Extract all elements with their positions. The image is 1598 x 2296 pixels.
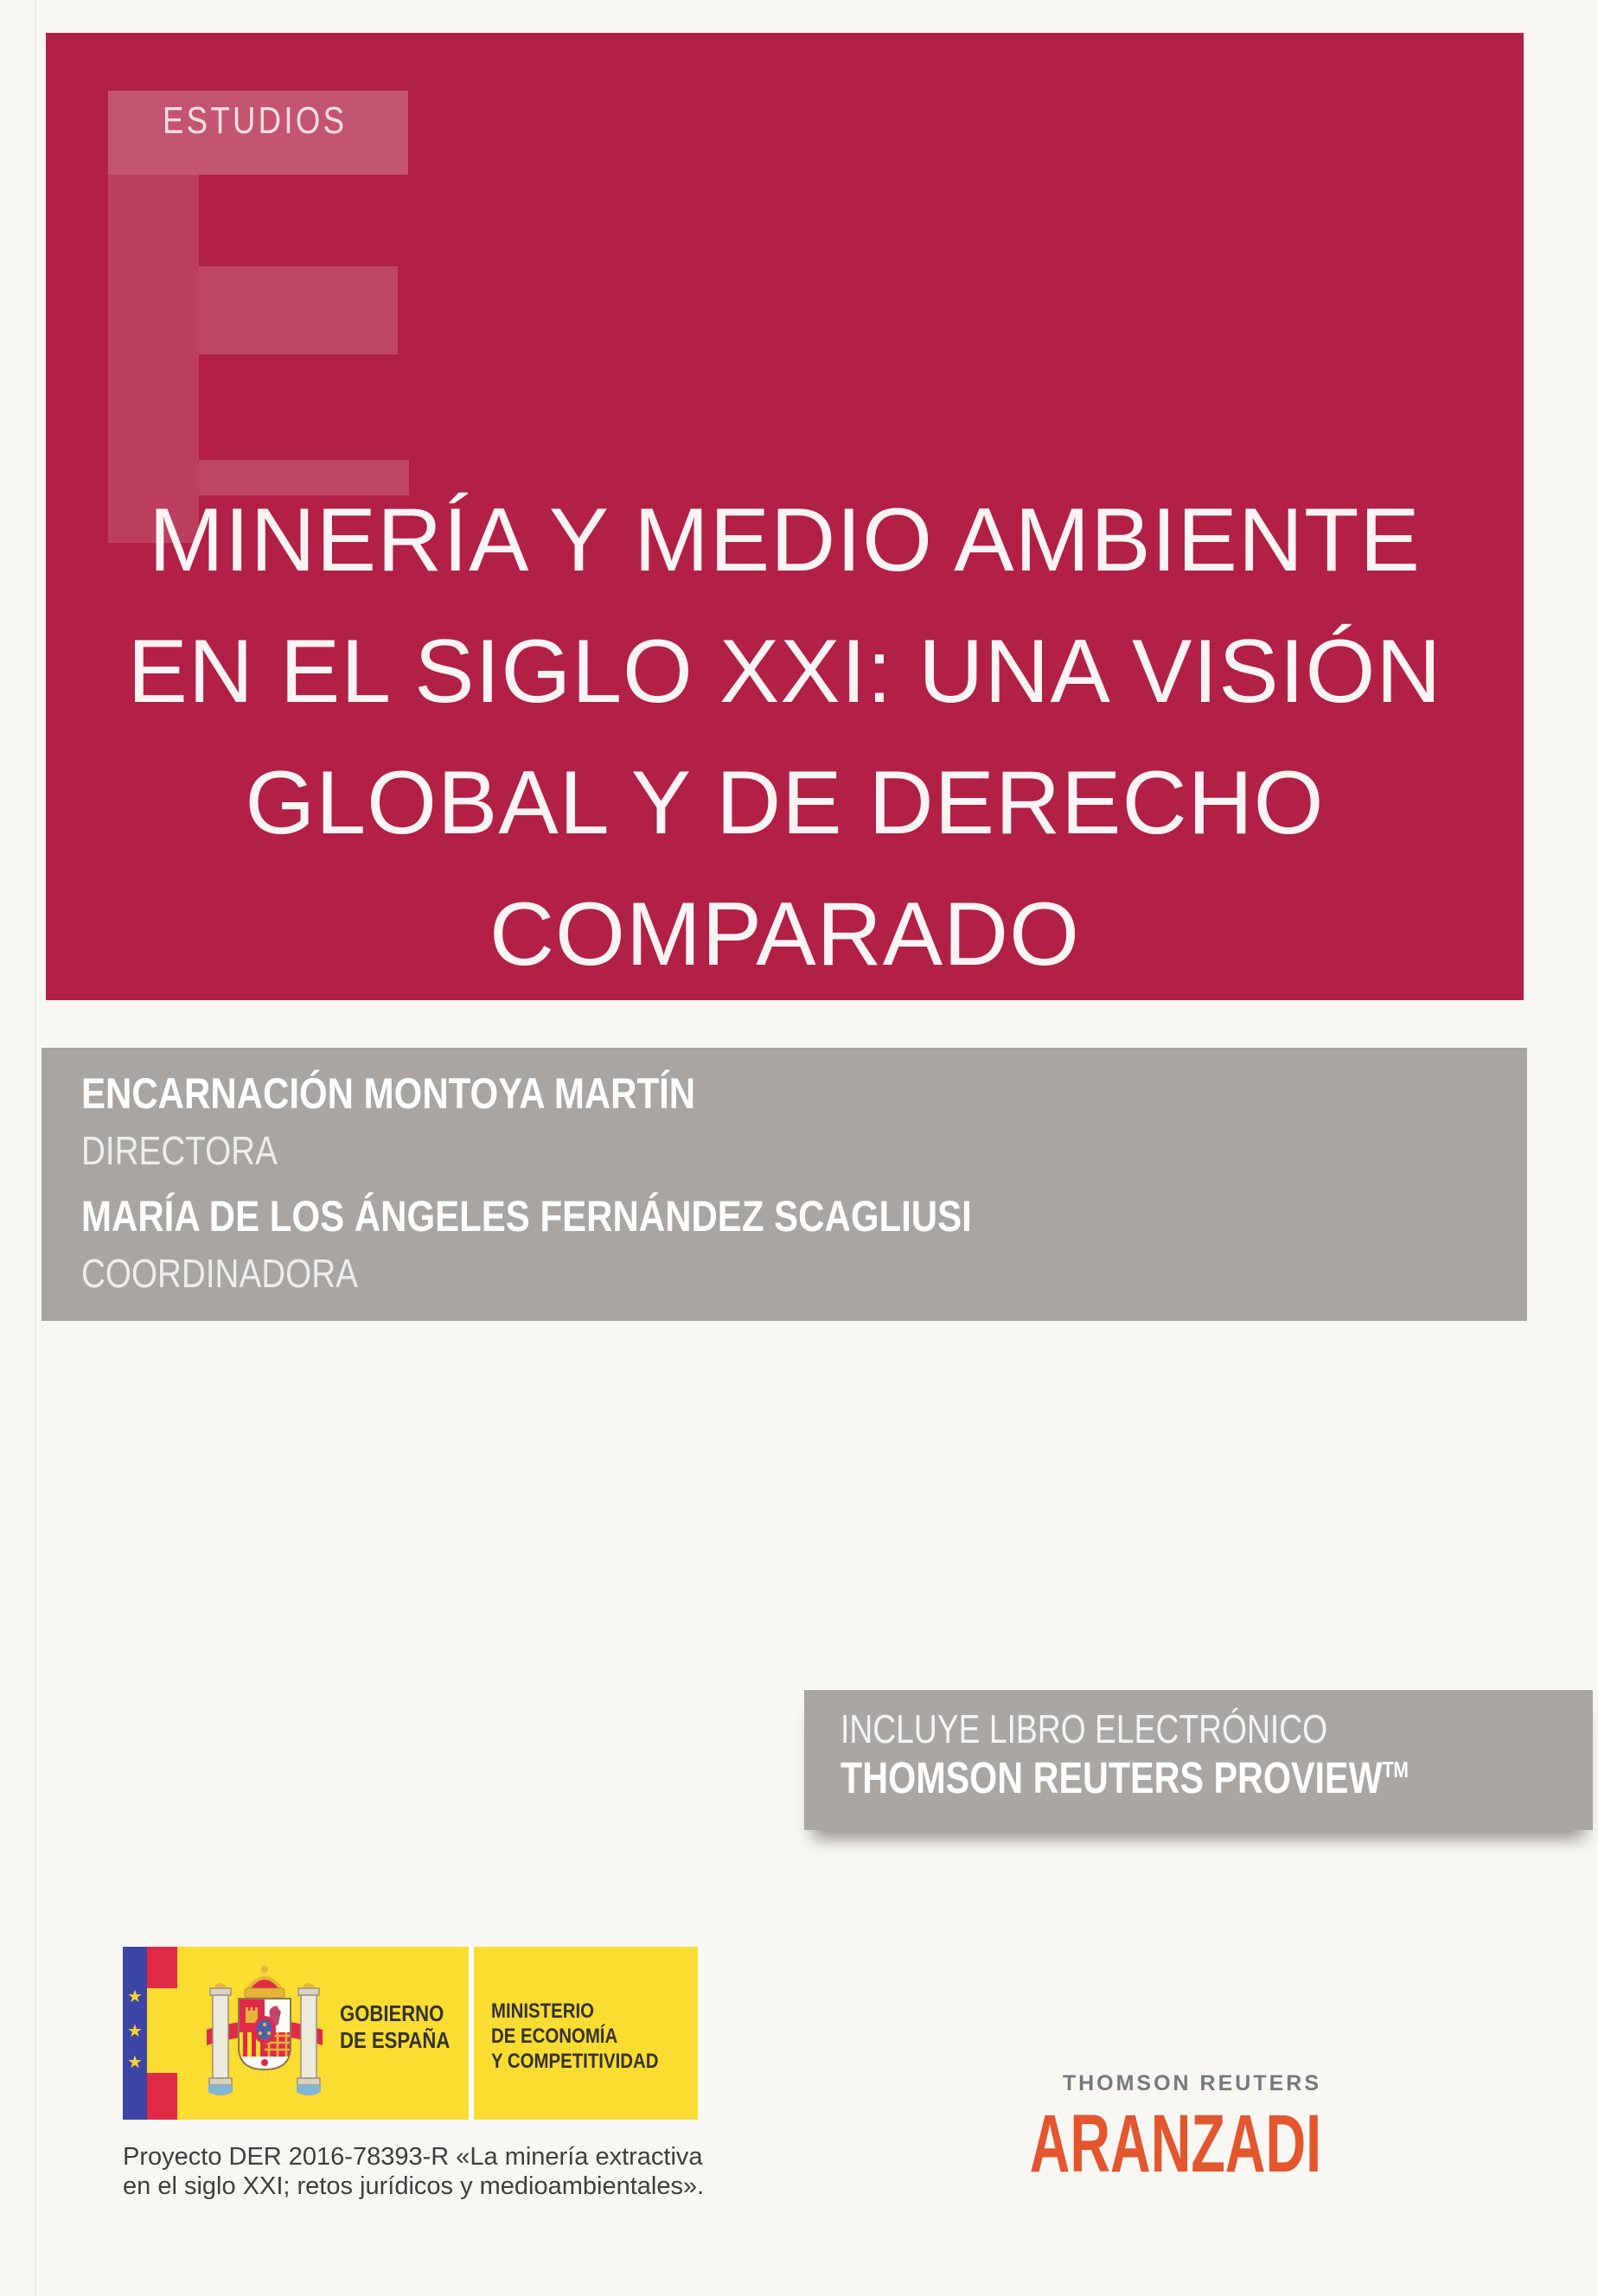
title-line-4: COMPARADO [489,883,1081,985]
spain-coat-of-arms-icon [200,1962,329,2104]
author-name: MARÍA DE LOS ÁNGELES FERNÁNDEZ SCAGLIUSI [81,1192,972,1240]
title-line-2: EN EL SIGLO XXI: UNA VISIÓN [127,621,1442,722]
title-line [46,475,1524,606]
author-name: ENCARNACIÓN MONTOYA MARTÍN [81,1069,696,1118]
title-line-1: MINERÍA Y MEDIO AMBIENTE [149,489,1421,590]
aranzadi-wordmark: ARANZADI [1029,2098,1321,2190]
cover-banner [46,33,1524,1000]
government-logo [123,1947,698,2120]
project-note [123,2142,704,2201]
gobierno-text: GOBIERNO DE ESPAÑA [340,2000,451,2053]
eu-star-icon: ★ [127,2022,143,2041]
thomson-reuters-wordmark: THOMSON REUTERS [1062,2071,1321,2095]
ebook-badge-line-2: THOMSON REUTERS PROVIEW™ [841,1753,1409,1802]
author-role: COORDINADORA [81,1251,358,1296]
title-line [46,869,1524,1000]
author-band [42,1048,1527,1321]
eu-flag-strip [123,1947,147,2120]
title-line [46,737,1524,869]
title-line-3: GLOBAL Y DE DERECHO [245,752,1325,853]
trademark-symbol: TM [1382,1757,1409,1783]
project-note-line: en el siglo XXI; retos jurídicos y medioambientales». [123,2172,705,2200]
estudios-e-middle-bar [199,266,398,354]
book-title [46,475,1524,1000]
publisher-block [892,2071,1321,2190]
ministerio-field [474,1947,698,2120]
ministerio-text: MINISTERIO DE ECONOMÍA Y COMPETITIVIDAD [491,1999,659,2073]
project-note-line: Proyecto DER 2016-78393-R «La minería extractiva [123,2143,703,2171]
author-role: DIRECTORA [81,1128,278,1173]
series-label: ESTUDIOS [163,99,348,142]
title-line [46,606,1524,737]
scan-edge-shadow [35,0,36,2296]
flag-red-band [147,1947,177,1988]
spain-flag-column [147,1947,177,2120]
estudios-e-top-bar [108,91,408,175]
ebook-badge-line-1: INCLUYE LIBRO ELECTRÓNICO [841,1706,1328,1751]
gobierno-field [177,1947,469,2120]
flag-red-band [147,2073,177,2120]
eu-star-icon: ★ [127,1987,143,2006]
ebook-badge [804,1690,1593,1830]
eu-star-icon: ★ [127,2053,143,2072]
